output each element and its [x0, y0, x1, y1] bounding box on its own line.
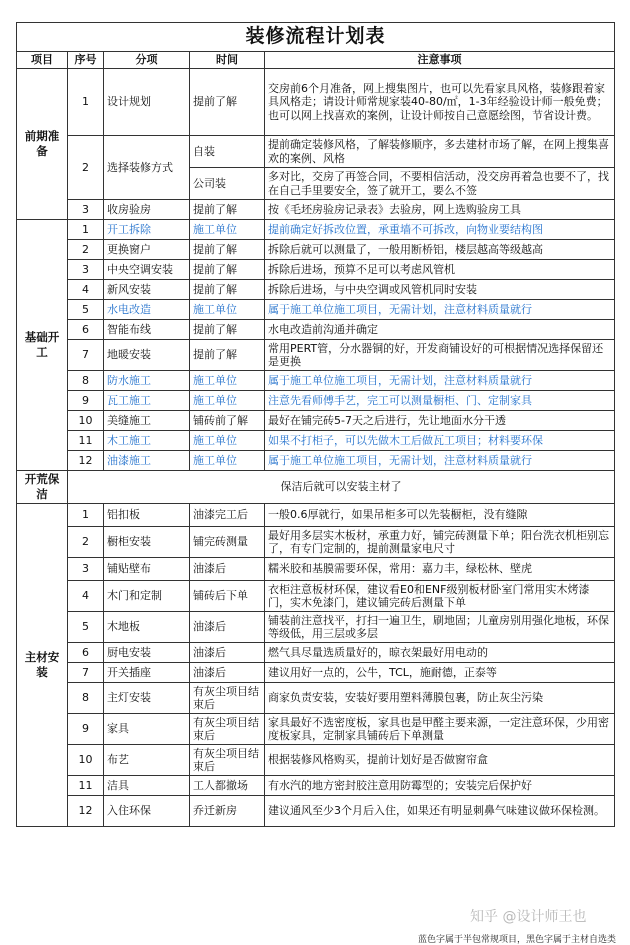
row-num: 6: [68, 320, 104, 340]
row-time: 公司装: [190, 168, 265, 200]
row-num: 3: [68, 260, 104, 280]
row-time: 油漆后: [190, 643, 265, 663]
row-item: 橱柜安装: [104, 527, 190, 558]
row-note: 属于施工单位施工项目，无需计划，注意材料质量就行: [265, 371, 615, 391]
row-num: 1: [68, 220, 104, 240]
row-note: 建议通风至少3个月后入住，如果还有明显刺鼻气味建议做环保检测。: [265, 796, 615, 827]
row-time: 提前了解: [190, 320, 265, 340]
row-item: 入住环保: [104, 796, 190, 827]
row-item: 铺贴壁布: [104, 558, 190, 581]
table-row: [17, 581, 615, 612]
table-row: [17, 714, 615, 745]
row-note: 铺装前注意找平，打扫一遍卫生，刷地固；儿童房别用强化地板，环保等级低，用三层或多层: [265, 612, 615, 643]
row-note: 注意先看师傅手艺，完工可以测量橱柜、门、定制家具: [265, 391, 615, 411]
row-item: 收房验房: [104, 200, 190, 220]
table-row: [17, 527, 615, 558]
row-time: 油漆后: [190, 612, 265, 643]
row-note: 一般0.6厚就行，如果吊柜多可以先装橱柜，没有缝隙: [265, 504, 615, 527]
phase-label-pre: 前期准备: [17, 69, 68, 220]
table-row: [17, 391, 615, 411]
plan-table: [16, 22, 615, 827]
table-row: [17, 431, 615, 451]
row-note: 拆除后进场，与中央空调或风管机同时安装: [265, 280, 615, 300]
row-time: 油漆后: [190, 558, 265, 581]
row-item: 开工拆除: [104, 220, 190, 240]
row-time: 油漆后: [190, 663, 265, 683]
row-num: 3: [68, 200, 104, 220]
table-row: [17, 504, 615, 527]
header-num: 序号: [68, 52, 104, 69]
row-item: 铝扣板: [104, 504, 190, 527]
row-note: 拆除后就可以测量了，一般用断桥铝，楼层越高等级越高: [265, 240, 615, 260]
row-num: 7: [68, 340, 104, 371]
row-note: 属于施工单位施工项目，无需计划，注意材料质量就行: [265, 300, 615, 320]
row-time: 工人都撤场: [190, 776, 265, 796]
row-item: 木地板: [104, 612, 190, 643]
row-num: 2: [68, 136, 104, 200]
row-note: 多对比，交房了再签合同，不要相信活动，没交房再着急也要不了，找在自己手里要安全，签了就开工，要么不签: [265, 168, 615, 200]
row-note: 有水汽的地方密封胶注意用防霉型的；安装完后保护好: [265, 776, 615, 796]
row-time: 油漆完工后: [190, 504, 265, 527]
row-num: 1: [68, 504, 104, 527]
row-num: 3: [68, 558, 104, 581]
row-time: 铺砖后下单: [190, 581, 265, 612]
table-row: [17, 796, 615, 827]
phase-label-base: 基础开工: [17, 220, 68, 471]
row-num: 2: [68, 240, 104, 260]
row-note: 提前确定好拆改位置，承重墙不可拆改，向物业要结构图: [265, 220, 615, 240]
table-row: [17, 300, 615, 320]
row-num: 6: [68, 643, 104, 663]
row-num: 8: [68, 683, 104, 714]
table-row: [17, 745, 615, 776]
row-item: 厨电安装: [104, 643, 190, 663]
table-row: [17, 371, 615, 391]
row-item: 智能布线: [104, 320, 190, 340]
row-time: 提前了解: [190, 200, 265, 220]
row-note: 提前确定装修风格，了解装修顺序，多去建材市场了解，在网上搜集喜欢的案例、风格: [265, 136, 615, 168]
row-note: 水电改造前沟通并确定: [265, 320, 615, 340]
table-title: 装修流程计划表: [17, 23, 615, 52]
row-note: 根据装修风格购买，提前计划好是否做窗帘盒: [265, 745, 615, 776]
clean-note: 保洁后就可以安装主材了: [68, 471, 615, 504]
row-num: 5: [68, 300, 104, 320]
row-note: 交房前6个月准备，网上搜集图片，也可以先看家具风格，装修跟着家具风格走；请设计师常规家装40-80/㎡，1-3年经验设计师一般免费；也可以网上找喜欢的案例，让设计师按自己意愿绘图，节省设计费。: [265, 69, 615, 136]
row-time: 施工单位: [190, 431, 265, 451]
row-num: 1: [68, 69, 104, 136]
row-note: 拆除后进场，预算不足可以考虑风管机: [265, 260, 615, 280]
header-phase: 项目: [17, 52, 68, 69]
row-item: 油漆施工: [104, 451, 190, 471]
row-item: 家具: [104, 714, 190, 745]
row-note: 建议用好一点的，公牛，TCL，施耐德，正泰等: [265, 663, 615, 683]
row-item: 美缝施工: [104, 411, 190, 431]
row-note: 糯米胶和基膜需要环保，常用：嘉力丰，绿松林、壁虎: [265, 558, 615, 581]
table-row: [17, 451, 615, 471]
row-time: 自装: [190, 136, 265, 168]
row-time: 有灰尘项目结束后: [190, 745, 265, 776]
row-num: 9: [68, 391, 104, 411]
row-time: 提前了解: [190, 240, 265, 260]
table-row: [17, 320, 615, 340]
row-item: 更换窗户: [104, 240, 190, 260]
row-item: 选择装修方式: [104, 136, 190, 200]
row-time: 有灰尘项目结束后: [190, 714, 265, 745]
table-row: [17, 240, 615, 260]
row-note: 商家负责安装，安装好要用塑料薄膜包裹，防止灰尘污染: [265, 683, 615, 714]
row-time: 铺砖前了解: [190, 411, 265, 431]
row-note: 最好用多层实木板材，承重力好，铺完砖测量下单；阳台洗衣机柜别忘了，有专门定制的，提前测量家电尺寸: [265, 527, 615, 558]
row-time: 乔迁新房: [190, 796, 265, 827]
row-note: 衣柜注意板材环保，建议看E0和ENF级别板材卧室门常用实木烤漆门，实木免漆门，建议铺完砖后测量下单: [265, 581, 615, 612]
table-row-clean: [17, 471, 615, 504]
table-row: [17, 683, 615, 714]
row-num: 2: [68, 527, 104, 558]
row-num: 9: [68, 714, 104, 745]
header-note: 注意事项: [265, 52, 615, 69]
row-num: 8: [68, 371, 104, 391]
header-item: 分项: [104, 52, 190, 69]
row-num: 10: [68, 411, 104, 431]
watermark: 知乎 @设计师王也: [470, 909, 587, 925]
row-item: 防水施工: [104, 371, 190, 391]
table-row: [17, 280, 615, 300]
row-item: 洁具: [104, 776, 190, 796]
row-note: 燃气具尽量选质量好的，晾衣架最好用电动的: [265, 643, 615, 663]
renovation-plan-sheet: [16, 22, 614, 827]
row-time: 有灰尘项目结束后: [190, 683, 265, 714]
row-item: 设计规划: [104, 69, 190, 136]
table-row: [17, 663, 615, 683]
row-item: 水电改造: [104, 300, 190, 320]
row-num: 12: [68, 451, 104, 471]
row-num: 10: [68, 745, 104, 776]
phase-label-clean: 开荒保洁: [17, 471, 68, 504]
table-row: [17, 340, 615, 371]
table-row: [17, 558, 615, 581]
row-note: 家具最好不选密度板，家具也是甲醛主要来源，一定注意环保，少用密度板家具，定制家具铺砖后下单测量: [265, 714, 615, 745]
table-row: [17, 220, 615, 240]
row-num: 12: [68, 796, 104, 827]
row-time: 提前了解: [190, 280, 265, 300]
row-time: 施工单位: [190, 300, 265, 320]
row-num: 11: [68, 776, 104, 796]
phase-label-main: 主材安装: [17, 504, 68, 827]
table-row: [17, 69, 615, 136]
row-time: 铺完砖测量: [190, 527, 265, 558]
row-time: 提前了解: [190, 260, 265, 280]
row-note: 最好在铺完砖5-7天之后进行，先让地面水分干透: [265, 411, 615, 431]
row-item: 主灯安装: [104, 683, 190, 714]
table-row: [17, 643, 615, 663]
row-item: 地暖安装: [104, 340, 190, 371]
row-item: 木工施工: [104, 431, 190, 451]
row-item: 木门和定制: [104, 581, 190, 612]
row-time: 施工单位: [190, 451, 265, 471]
row-num: 11: [68, 431, 104, 451]
table-row: [17, 612, 615, 643]
row-time: 提前了解: [190, 69, 265, 136]
header-time: 时间: [190, 52, 265, 69]
row-num: 5: [68, 612, 104, 643]
row-item: 布艺: [104, 745, 190, 776]
row-time: 施工单位: [190, 220, 265, 240]
row-item: 开关插座: [104, 663, 190, 683]
row-num: 7: [68, 663, 104, 683]
row-time: 施工单位: [190, 371, 265, 391]
table-row: [17, 136, 615, 168]
table-row: [17, 776, 615, 796]
row-num: 4: [68, 280, 104, 300]
row-note: 按《毛坯房验房记录表》去验房，网上选购验房工具: [265, 200, 615, 220]
row-time: 提前了解: [190, 340, 265, 371]
row-item: 瓦工施工: [104, 391, 190, 411]
table-row: [17, 411, 615, 431]
row-item: 新风安装: [104, 280, 190, 300]
footnote: 蓝色字属于半包常规项目，黑色字属于主材自选类: [417, 935, 616, 945]
row-num: 4: [68, 581, 104, 612]
row-item: 中央空调安装: [104, 260, 190, 280]
table-row: [17, 200, 615, 220]
row-time: 施工单位: [190, 391, 265, 411]
table-row: [17, 260, 615, 280]
row-note: 如果不打柜子，可以先做木工后做瓦工项目；材料要环保: [265, 431, 615, 451]
row-note: 常用PERT管，分水器铜的好，开发商铺设好的可根据情况选择保留还是更换: [265, 340, 615, 371]
row-note: 属于施工单位施工项目，无需计划，注意材料质量就行: [265, 451, 615, 471]
